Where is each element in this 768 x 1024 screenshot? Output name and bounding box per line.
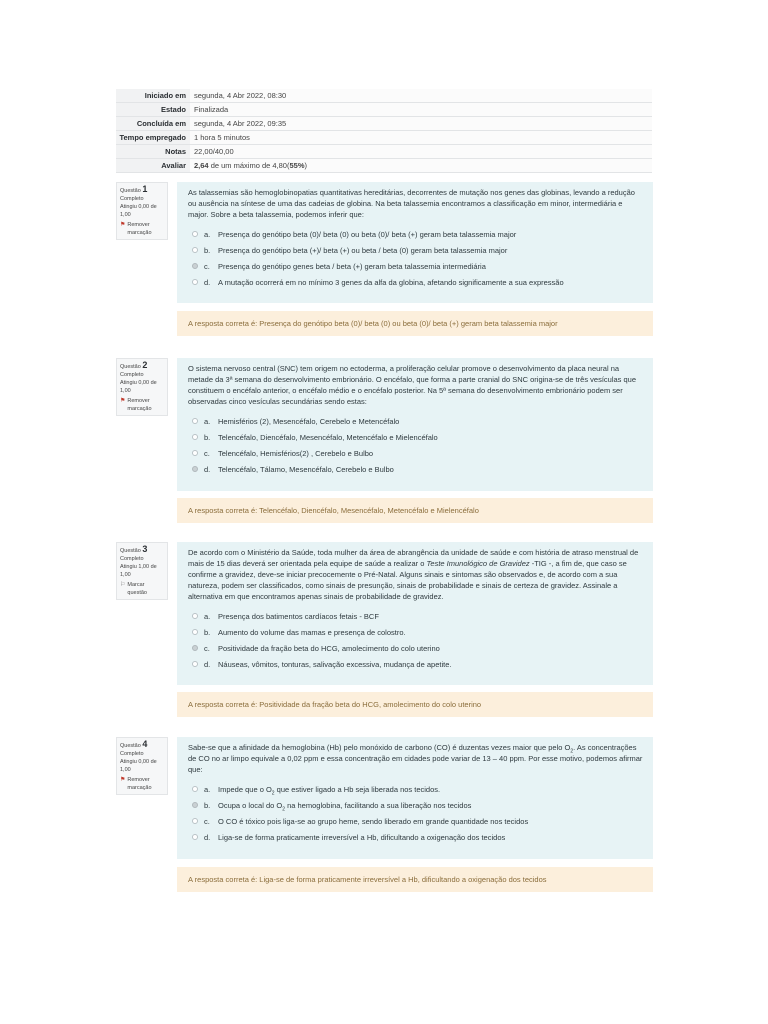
option-text-part: Ocupa o local do O [218, 800, 283, 810]
subscript: 2 [570, 748, 574, 755]
question-label: Questão [120, 364, 141, 370]
option-letter: c. [204, 816, 210, 826]
question-info [116, 737, 168, 795]
radio-button[interactable] [192, 434, 198, 440]
question-grade: Atingiu 0,00 de 1,00 [120, 759, 157, 773]
question-status: Completo [120, 556, 144, 562]
grade-max: de um máximo de 4,80( [208, 161, 290, 170]
attempt-summary-table [116, 89, 652, 173]
question-status: Completo [120, 372, 144, 378]
answer-option-d[interactable] [188, 829, 643, 845]
summary-value [190, 159, 652, 173]
option-text: Presença do genótipo beta (+)/ beta (+) ou beta / beta (0) geram beta talassemia major [218, 245, 508, 255]
option-text: O CO é tóxico pois liga-se ao grupo heme, sendo liberado em grande quantidade nos tecidos [218, 816, 529, 826]
summary-value: 1 hora 5 minutos [190, 131, 652, 145]
question-text-part: . As concentrações de CO no ar limpo equivale a 0,02 ppm e essa concentração em cidades pode variar de 13 – 40 ppm. Por esse motivo, podemos afirmar que: [188, 743, 643, 774]
correct-answer-feedback: A resposta correta é: Liga-se de forma praticamente irreversível a Hb, dificultando a oxigenação dos tecidos [177, 867, 653, 892]
summary-value: segunda, 4 Abr 2022, 09:35 [190, 117, 652, 131]
option-letter: a. [204, 611, 211, 621]
radio-button[interactable] [192, 231, 198, 237]
question-formulation [177, 358, 653, 491]
correct-answer-feedback: A resposta correta é: Telencéfalo, Diencéfalo, Mesencéfalo, Metencéfalo e Mielencéfalo [177, 498, 653, 523]
flag-label: Remover marcação [127, 222, 152, 236]
option-letter: d. [204, 277, 211, 287]
question-label: Questão [120, 743, 141, 749]
option-text: Hemisférios (2), Mesencéfalo, Cerebelo e Metencéfalo [218, 416, 400, 426]
answer-option-a[interactable] [188, 608, 643, 624]
option-text: Presença do genótipo genes beta / beta (+) geram beta talassemia intermediária [218, 261, 486, 271]
flag-icon: ⚑ [120, 398, 126, 404]
question-info [116, 542, 168, 600]
summary-value: segunda, 4 Abr 2022, 08:30 [190, 89, 652, 103]
question-text [188, 742, 643, 775]
question-grade: Atingiu 0,00 de 1,00 [120, 380, 157, 394]
question-status: Completo [120, 196, 144, 202]
question-grade: Atingiu 0,00 de 1,00 [120, 204, 157, 218]
option-letter: a. [204, 229, 211, 239]
question-text-italic: Teste Imunológico de Gravidez [426, 559, 530, 568]
option-text: Positividade da fração beta do HCG, amolecimento do colo uterino [218, 643, 440, 653]
subscript: 2 [271, 790, 275, 796]
answer-option-d[interactable] [188, 274, 643, 290]
summary-value: 22,00/40,00 [190, 145, 652, 159]
flag-question-button[interactable] [120, 221, 164, 237]
question-number: 1 [142, 184, 148, 194]
summary-label: Concluída em [116, 117, 190, 131]
answer-option-b[interactable] [188, 429, 643, 445]
answer-option-a[interactable] [188, 226, 643, 242]
correct-answer-feedback: A resposta correta é: Positividade da fração beta do HCG, amolecimento do colo uterino [177, 692, 653, 717]
flag-label: Remover marcação [127, 398, 152, 412]
summary-label: Notas [116, 145, 190, 159]
option-text: Náuseas, vômitos, tonturas, salivação excessiva, mudança de apetite. [218, 659, 452, 669]
question-info [116, 358, 168, 416]
grade-value: 2,64 [194, 161, 209, 170]
question-text: As talassemias são hemoglobinopatias quantitativas hereditárias, decorrentes de mutação nos genes das globinas, levando a redução ou ausência na síntese de uma das cadeias de globina. Na beta talassemia encontramos a classificação em minor, intermediária e major. Sobre a beta talassemia, podemos inferir que: [188, 188, 635, 219]
option-letter: c. [204, 643, 210, 653]
question-label: Questão [120, 548, 141, 554]
radio-button[interactable] [192, 629, 198, 635]
option-text [218, 800, 471, 811]
summary-value: Finalizada [190, 103, 652, 117]
answer-option-b[interactable] [188, 242, 643, 258]
flag-question-button[interactable] [120, 776, 164, 792]
question-info [116, 182, 168, 240]
question-text-part: De acordo com o Ministério da Saúde, toda mulher da área de abrangência da unidade de saúde e com história de atraso menstrual de mais de 15 dias deverá ser orientada pela equipe de saúde a realizar o [188, 548, 639, 568]
summary-label: Estado [116, 103, 190, 117]
summary-row-time [116, 131, 652, 145]
radio-button[interactable] [192, 661, 198, 667]
option-letter: d. [204, 832, 211, 842]
answer-option-c[interactable] [188, 258, 643, 274]
option-text [218, 784, 440, 795]
question-grade: Atingiu 1,00 de 1,00 [120, 564, 157, 578]
answer-option-d[interactable] [188, 461, 643, 477]
option-letter: a. [204, 416, 211, 426]
option-text-part: na hemoglobina, facilitando a sua liberação nos tecidos [285, 800, 472, 810]
radio-button[interactable] [192, 818, 198, 824]
answer-option-d[interactable] [188, 656, 643, 672]
flag-question-button[interactable] [120, 397, 164, 413]
answer-option-a[interactable] [188, 781, 643, 797]
answer-option-b[interactable] [188, 797, 643, 813]
question-number: 2 [142, 360, 148, 370]
answer-option-c[interactable] [188, 640, 643, 656]
summary-row-state [116, 103, 652, 117]
question-label: Questão [120, 188, 141, 194]
question-number: 4 [142, 739, 148, 749]
option-text: Liga-se de forma praticamente irreversível a Hb, dificultando a oxigenação dos tecidos [218, 832, 506, 842]
option-letter: c. [204, 448, 210, 458]
radio-button[interactable] [192, 834, 198, 840]
option-text: A mutação ocorrerá em no mínimo 3 genes da alfa da globina, afetando significamente a sua expressão [218, 277, 564, 287]
question-text-part: -TIG -, a fim de, que caso se confirme a gravidez, deve-se iniciar precocemente o Pré-Natal. Alguns sinais e sintomas são observados e, de acordo com a sua natureza, podem ser classificados, como sinais de presunção, sinais de probabilidade e sinais de certeza de gravidez. Assinale a alternativa em que encontramos apenas sinais de probabilidade de gravidez. [188, 559, 627, 601]
question-text: O sistema nervoso central (SNC) tem origem no ectoderma, a proliferação celular promove o desenvolvimento da placa neural na metade da 3ª semana do desenvolvimento embrionário. O encéfalo, que forma a parte cranial do SNC origina-se de três vesículas que constituem o encéfalo anterior, o encéfalo médio e o encéfalo posterior. Na 5ª semana do desenvolvimento embrionário podem ser observadas cinco vesículas secundárias sendo estas: [188, 364, 637, 406]
summary-row-grade [116, 159, 652, 173]
summary-row-marks [116, 145, 652, 159]
answer-option-b[interactable] [188, 624, 643, 640]
question-status: Completo [120, 751, 144, 757]
option-text: Presença do genótipo beta (0)/ beta (0) ou beta (0)/ beta (+) geram beta talassemia major [218, 229, 517, 239]
radio-button[interactable] [192, 247, 198, 253]
option-letter: b. [204, 245, 211, 255]
option-letter: d. [204, 659, 211, 669]
flag-question-button[interactable] [120, 581, 164, 597]
answer-option-a[interactable] [188, 413, 643, 429]
option-text: Telencéfalo, Tálamo, Mesencéfalo, Cerebelo e Bulbo [218, 464, 394, 474]
option-letter: b. [204, 627, 211, 637]
grade-close: ) [304, 161, 307, 170]
question-formulation [177, 542, 653, 685]
answer-option-c[interactable] [188, 445, 643, 461]
flag-label: Marcar questão [127, 582, 147, 596]
option-text: Presença dos batimentos cardíacos fetais - BCF [218, 611, 379, 621]
radio-button[interactable] [192, 279, 198, 285]
radio-button-selected[interactable] [192, 802, 198, 808]
correct-answer-feedback: A resposta correta é: Presença do genótipo beta (0)/ beta (0) ou beta (0)/ beta (+) geram beta talassemia major [177, 311, 653, 336]
radio-button[interactable] [192, 418, 198, 424]
grade-percent: 55% [289, 161, 305, 170]
option-text: Telencéfalo, Hemisférios(2) , Cerebelo e Bulbo [218, 448, 374, 458]
summary-label: Tempo empregado [116, 131, 190, 145]
radio-button[interactable] [192, 450, 198, 456]
flag-label: Remover marcação [127, 777, 152, 791]
subscript: 2 [282, 806, 285, 812]
flag-icon: ⚑ [120, 777, 126, 783]
summary-row-started [116, 89, 652, 103]
summary-label: Iniciado em [116, 89, 190, 103]
answer-option-c[interactable] [188, 813, 643, 829]
option-text: Telencéfalo, Diencéfalo, Mesencéfalo, Metencéfalo e Mielencéfalo [218, 432, 438, 442]
flag-icon: ⚑ [120, 222, 126, 228]
question-formulation [177, 182, 653, 303]
summary-label: Avaliar [116, 159, 190, 173]
radio-button[interactable] [192, 613, 198, 619]
option-text: Aumento do volume das mamas e presença de colostro. [218, 627, 406, 637]
question-text [188, 547, 643, 602]
question-text-part: Sabe-se que a afinidade da hemoglobina (Hb) pelo monóxido de carbono (CO) é duzentas vezes maior que pelo O [188, 743, 571, 752]
option-text-part: Impede que o O [218, 784, 272, 794]
flag-outline-icon: ⚐ [120, 582, 126, 588]
radio-button-selected[interactable] [192, 645, 198, 651]
option-letter: b. [204, 800, 211, 810]
option-letter: d. [204, 464, 211, 474]
option-letter: a. [204, 784, 211, 794]
question-formulation [177, 737, 653, 859]
question-number: 3 [142, 544, 148, 554]
radio-button[interactable] [192, 786, 198, 792]
radio-button-selected[interactable] [192, 466, 198, 472]
option-text-part: que estiver ligado a Hb seja liberada nos tecidos. [274, 784, 441, 794]
summary-row-completed [116, 117, 652, 131]
option-letter: c. [204, 261, 210, 271]
radio-button-selected[interactable] [192, 263, 198, 269]
option-letter: b. [204, 432, 211, 442]
